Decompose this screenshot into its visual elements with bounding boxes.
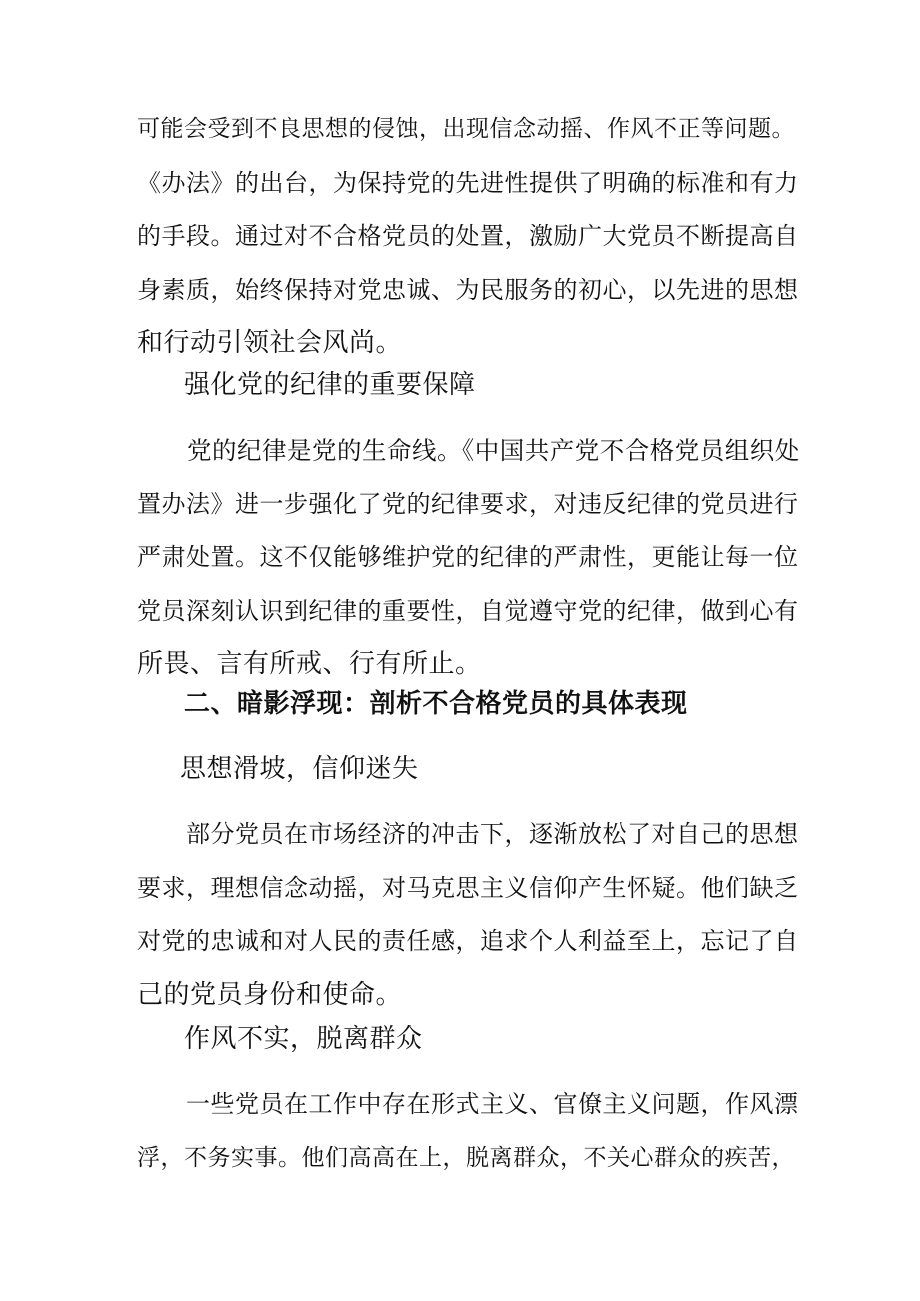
paragraph-1 (137, 103, 805, 371)
subheading-work-style: 作风不实，脱离群众 (184, 1024, 423, 1054)
paragraph-line: 一些党员在工作中存在形式主义、官僚主义问题，作风漂 (137, 1090, 799, 1118)
section-heading-discipline: 强化党的纪律的重要保障 (184, 370, 476, 400)
paragraph-line: 《办法》的出台，为保持党的先进性提供了明确的标准和有力 (137, 168, 799, 197)
paragraph-line: 严肃处置。这不仅能够维护党的纪律的严肃性，更能让每一位 (137, 543, 799, 572)
paragraph-line: 的手段。通过对不合格党员的处置，激励广大党员不断提高自 (137, 222, 799, 251)
paragraph-line: 党员深刻认识到纪律的重要性，自觉遵守党的纪律，做到心有 (137, 596, 799, 625)
paragraph-4 (137, 1078, 805, 1185)
paragraph-3 (137, 808, 805, 1022)
chapter-heading: 二、暗影浮现：剖析不合格党员的具体表现 (184, 689, 688, 719)
paragraph-line: 对党的忠诚和对人民的责任感，追求个人利益至上，忘记了自 (137, 927, 799, 956)
paragraph-line: 己的党员身份和使命。 (137, 979, 403, 1010)
paragraph-line: 浮，不务实事。他们高高在上，脱离群众，不关心群众的疾苦， (137, 1144, 795, 1171)
paragraph-line: 要求，理想信念动摇，对马克思主义信仰产生怀疑。他们缺乏 (137, 873, 799, 902)
paragraph-2 (137, 424, 805, 692)
paragraph-line: 可能会受到不良思想的侵蚀，出现信念动摇、作风不正等问题。 (137, 116, 795, 142)
paragraph-line: 部分党员在市场经济的冲击下，逐渐放松了对自己的思想 (137, 820, 799, 848)
paragraph-line: 和行动引领社会风尚。 (137, 328, 403, 359)
paragraph-line: 党的纪律是党的生命线。《中国共产党不合格党员组织处 (137, 436, 800, 465)
paragraph-line: 身素质，始终保持对党忠诚、为民服务的初心，以先进的思想 (137, 275, 799, 304)
paragraph-line: 置办法》进一步强化了党的纪律要求，对违反纪律的党员进行 (137, 489, 799, 518)
subheading-ideology: 思想滑坡，信仰迷失 (180, 754, 419, 784)
paragraph-line: 所畏、言有所戒、行有所止。 (137, 649, 482, 680)
